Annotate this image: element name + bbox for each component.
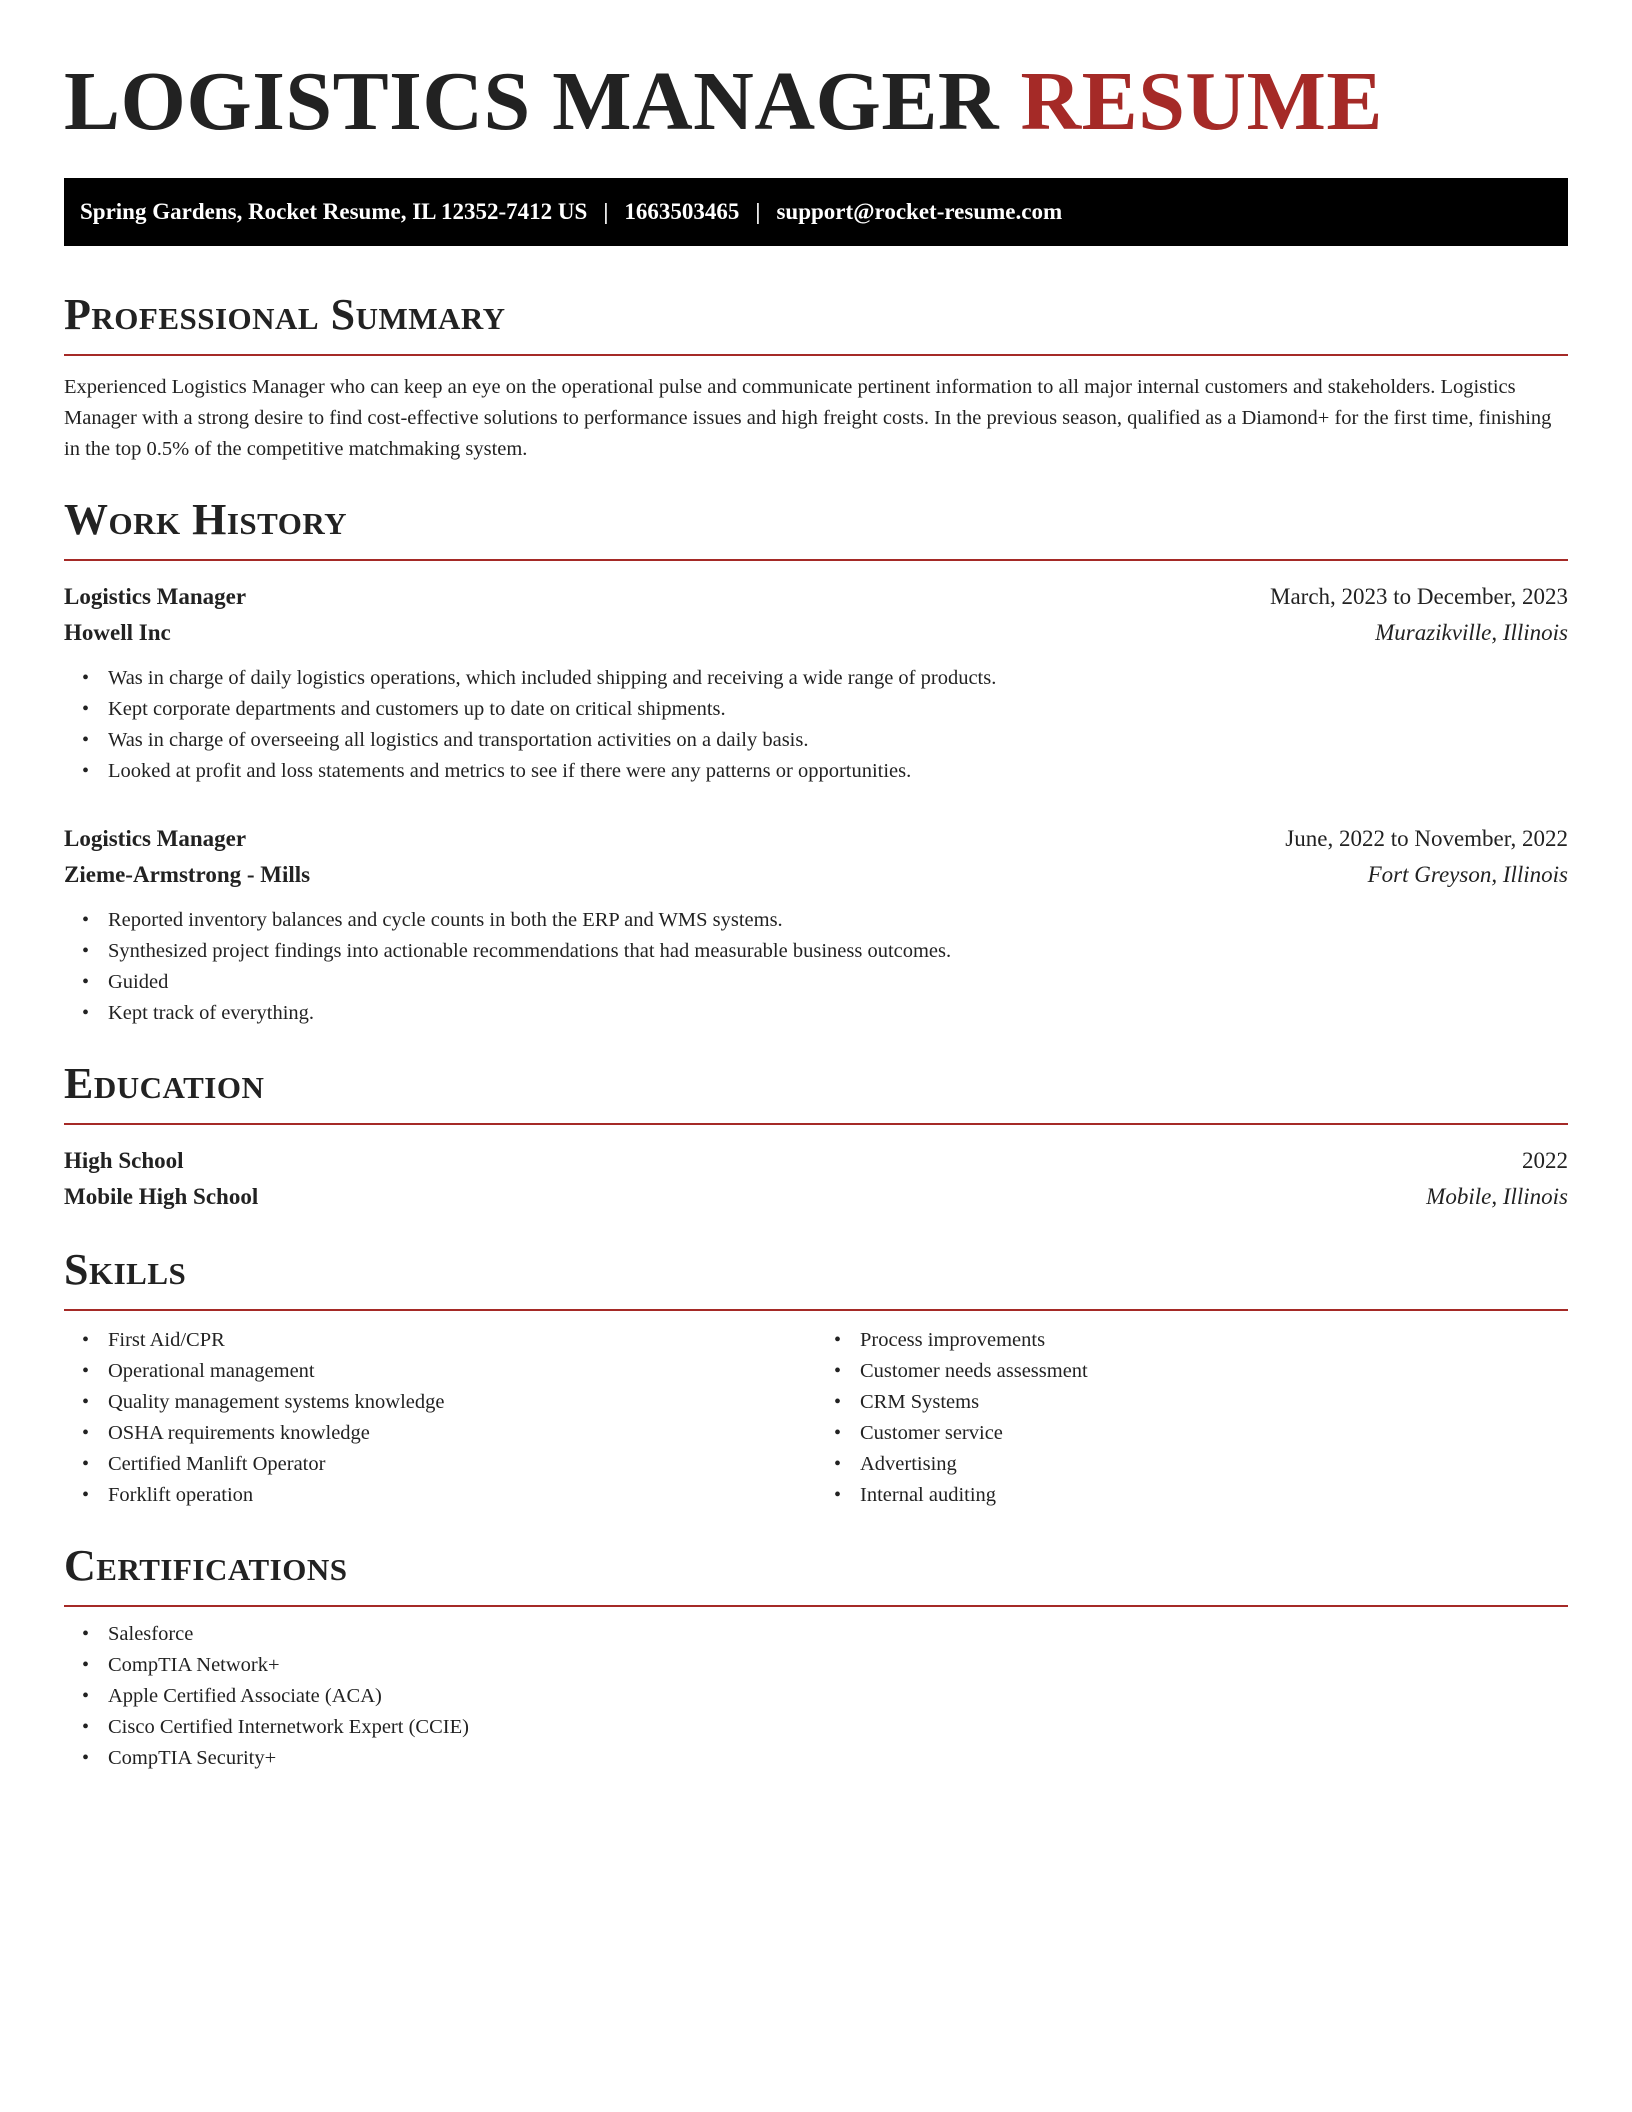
job-bullet: • Was in charge of overseeing all logistics and transportation activities on a daily basis. xyxy=(108,725,1568,756)
contact-bar xyxy=(64,178,1568,246)
education-section xyxy=(64,1059,1568,1215)
contact-separator: | xyxy=(755,199,761,224)
job-bullet: • Was in charge of daily logistics operations, which included shipping and receiving a wide range of products. xyxy=(108,663,1568,694)
resume-title xyxy=(64,56,1568,148)
education-degree-row xyxy=(64,1143,1568,1179)
work-history-section xyxy=(64,495,1568,1029)
skill-item: • Advertising xyxy=(860,1449,1568,1480)
certification-item: • CompTIA Network+ xyxy=(108,1650,1568,1681)
job-company-row xyxy=(64,857,1568,893)
certifications-list xyxy=(64,1619,1568,1774)
job-dates: June, 2022 to November, 2022 xyxy=(1285,826,1568,851)
job-title-row xyxy=(64,579,1568,615)
certification-item: • CompTIA Security+ xyxy=(108,1743,1568,1774)
certification-item: • Apple Certified Associate (ACA) xyxy=(108,1681,1568,1712)
title-main: LOGISTICS MANAGER xyxy=(64,55,1000,148)
skill-item: • Certified Manlift Operator xyxy=(108,1449,816,1480)
contact-separator: | xyxy=(603,199,609,224)
job-dates: March, 2023 to December, 2023 xyxy=(1270,584,1568,609)
job-bullets xyxy=(64,905,1568,1029)
skill-item: • Forklift operation xyxy=(108,1480,816,1511)
skill-item: • CRM Systems xyxy=(860,1387,1568,1418)
job-bullet: • Synthesized project findings into actionable recommendations that had measurable business outcomes. xyxy=(108,936,1568,967)
skill-item: • Process improvements xyxy=(860,1325,1568,1356)
summary-section xyxy=(64,290,1568,465)
job-company: Howell Inc xyxy=(64,620,171,645)
job-company: Zieme-Armstrong - Mills xyxy=(64,862,311,887)
job-bullets xyxy=(64,663,1568,787)
education-school-row xyxy=(64,1179,1568,1215)
education-year: 2022 xyxy=(1522,1148,1568,1173)
skills-section xyxy=(64,1245,1568,1511)
education-school: Mobile High School xyxy=(64,1184,259,1209)
certification-item: • Cisco Certified Internetwork Expert (CCIE) xyxy=(108,1712,1568,1743)
title-accent: RESUME xyxy=(1020,55,1383,148)
job-location: Murazikville, Illinois xyxy=(1375,620,1568,645)
education-degree: High School xyxy=(64,1148,184,1173)
education-location: Mobile, Illinois xyxy=(1426,1184,1568,1209)
job-entry xyxy=(64,579,1568,787)
work-history-heading: Work History xyxy=(64,495,1568,561)
skill-item: • Customer needs assessment xyxy=(860,1356,1568,1387)
job-bullet: • Kept track of everything. xyxy=(108,998,1568,1029)
summary-heading: Professional Summary xyxy=(64,290,1568,356)
job-entry xyxy=(64,821,1568,1029)
job-bullet: • Kept corporate departments and customers up to date on critical shipments. xyxy=(108,694,1568,725)
skill-item: • Quality management systems knowledge xyxy=(108,1387,816,1418)
skills-list-right xyxy=(816,1325,1568,1511)
contact-address: Spring Gardens, Rocket Resume, IL 12352-7412 US xyxy=(80,199,588,224)
skill-item: • Internal auditing xyxy=(860,1480,1568,1511)
certifications-section xyxy=(64,1541,1568,1774)
certifications-heading: Certifications xyxy=(64,1541,1568,1607)
job-title-row xyxy=(64,821,1568,857)
skill-item: • Operational management xyxy=(108,1356,816,1387)
education-entry xyxy=(64,1143,1568,1215)
job-bullet: • Looked at profit and loss statements and metrics to see if there were any patterns or opportunities. xyxy=(108,756,1568,787)
skills-list-left xyxy=(64,1325,816,1511)
skills-heading: Skills xyxy=(64,1245,1568,1311)
job-location: Fort Greyson, Illinois xyxy=(1367,862,1568,887)
contact-phone[interactable]: 1663503465 xyxy=(624,199,740,224)
contact-email[interactable]: support@rocket-resume.com xyxy=(776,199,1063,224)
job-bullet: • Guided xyxy=(108,967,1568,998)
summary-text: Experienced Logistics Manager who can keep an eye on the operational pulse and communicate pertinent information to all major internal customers and stakeholders. Logistics Manager with a strong desire to find cost-effective solutions to performance issues and high freight costs. In the previous season, qualified as a Diamond+ for the first time, finishing in the top 0.5% of the competitive matchmaking system. xyxy=(64,376,1552,460)
job-company-row xyxy=(64,615,1568,651)
skill-item: • Customer service xyxy=(860,1418,1568,1449)
certification-item: • Salesforce xyxy=(108,1619,1568,1650)
skills-grid xyxy=(64,1325,1568,1511)
education-heading: Education xyxy=(64,1059,1568,1125)
skill-item: • First Aid/CPR xyxy=(108,1325,816,1356)
job-title: Logistics Manager xyxy=(64,826,247,851)
job-bullet: • Reported inventory balances and cycle counts in both the ERP and WMS systems. xyxy=(108,905,1568,936)
job-title: Logistics Manager xyxy=(64,584,247,609)
skill-item: • OSHA requirements knowledge xyxy=(108,1418,816,1449)
